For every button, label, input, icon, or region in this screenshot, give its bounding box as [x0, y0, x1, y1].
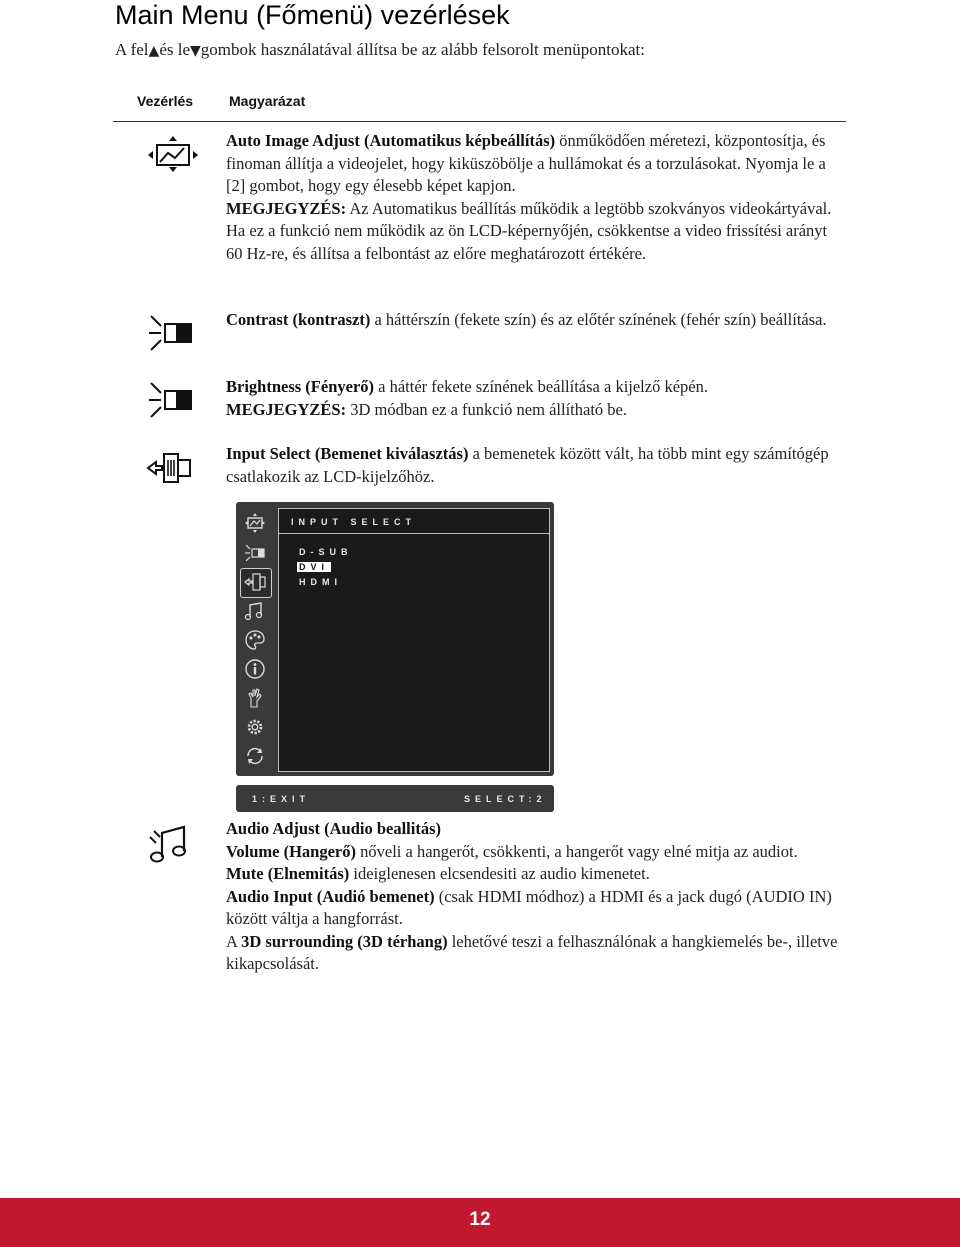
osd-option-dvi[interactable]: DVI	[299, 562, 330, 572]
note-label: MEGJEGYZÉS:	[226, 399, 347, 419]
information-icon	[244, 658, 266, 680]
color-icon	[244, 629, 266, 651]
brightness-title: Brightness (Fényerő)	[226, 377, 375, 396]
setup-icon	[244, 716, 266, 738]
osd-header-title: INPUT SELECT	[291, 517, 417, 527]
column-header-explanation: Magyarázat	[229, 93, 306, 109]
brightness-icon	[149, 381, 193, 419]
contrast-description: Contrast (kontraszt) a háttérszín (fekete szín) és az előtér színének (fehér szín) beállítása.	[226, 310, 827, 329]
manual-image-adjust-icon	[244, 687, 266, 709]
contrast-title: Contrast (kontraszt)	[226, 310, 371, 329]
osd-sidebar	[236, 502, 272, 776]
up-arrow-icon: ▲	[148, 43, 160, 59]
input-select-description: Input Select (Bemenet kiválasztás) a bemenetek között vált, ha több mint egy számítógép csatlakozik az LCD-kijelzőhöz.	[226, 444, 829, 486]
osd-header	[279, 509, 549, 534]
brightness-description: Brightness (Fényerő) a háttér fekete színének beállítása a kijelző képén. MEGJEGYZÉS: 3D módban ez a funkció nem állítható be.	[226, 377, 708, 419]
osd-menu-screenshot	[236, 502, 554, 776]
audio-adjust-heading: Audio Adjust (Audio beallitás)	[226, 819, 442, 838]
auto-image-adjust-icon	[148, 136, 198, 172]
auto-image-adjust-title: Auto Image Adjust (Automatikus képbeállítás)	[226, 131, 556, 150]
osd-content-panel	[278, 508, 550, 772]
volume-title: Volume (Hangerő)	[226, 841, 357, 861]
page-number: 12	[469, 1209, 491, 1230]
surround-title: 3D surrounding (3D térhang)	[241, 931, 448, 951]
down-arrow-icon: ▼	[190, 43, 201, 59]
osd-exit-hint: 1:EXIT	[252, 794, 311, 804]
osd-select-hint: SELECT:2	[464, 794, 547, 804]
column-header-control: Vezérlés	[137, 93, 194, 109]
mute-title: Mute (Elnemitás)	[226, 864, 350, 883]
audio-icon	[244, 600, 266, 622]
auto-image-adjust-description: Auto Image Adjust (Automatikus képbeállítás) önműködően méretezi, központosítja, és finoman állítja a videojelet, hogy kiküszöbölje a hullámokat és a torzulásokat. Nyomja le a [2] gombot, hogy egy élesebb képet kapjon. MEGJEGYZÉS: Az Automatikus beállítás működik a legtöbb szokványos videokártyával. Ha ez a funkció nem működik az ön LCD-képernyőjén, csökkentse a video frissítési arányt 60 Hz-re, és állítsa a felbontást az előre meghatározott értékére.	[226, 131, 832, 263]
osd-footer	[236, 785, 554, 812]
input-select-title: Input Select (Bemenet kiválasztás)	[226, 444, 469, 463]
audio-note-icon	[148, 823, 190, 865]
osd-option-hdmi[interactable]: HDMI	[299, 577, 342, 587]
input-select-icon	[146, 450, 194, 486]
memory-recall-icon	[244, 745, 266, 767]
intro-text: A fel▲és le▼gombok használatával állítsa be az alább felsorolt menüpontokat:	[115, 40, 645, 59]
note-label: MEGJEGYZÉS:	[226, 198, 347, 218]
page-title: Main Menu (Főmenü) vezérlések	[115, 0, 510, 30]
contrast-icon	[244, 542, 266, 564]
audio-input-title: Audio Input (Audió bemenet)	[226, 886, 435, 906]
osd-option-dsub[interactable]: D-SUB	[299, 547, 353, 557]
input-select-icon	[244, 571, 266, 593]
auto-image-adjust-icon	[244, 512, 266, 534]
audio-adjust-description: Audio Adjust (Audio beallitás) Volume (Hangerő) nőveli a hangerőt, csökkenti, a hangerőt vagy elné mitja az audiot. Mute (Elnemitás) ideiglenesen elcsendesiti az audio kimenetet. Audio Input (Audió bemenet) (csak HDMI módhoz) a HDMI és a jack dugó (AUDIO IN) között váltja a hangforrást. A 3D surrounding (3D térhang) lehetővé teszi a felhasználónak a hangkiemelés be-, illetve kikapcsolását.	[226, 819, 838, 973]
header-divider	[113, 121, 846, 122]
contrast-icon	[149, 314, 193, 352]
